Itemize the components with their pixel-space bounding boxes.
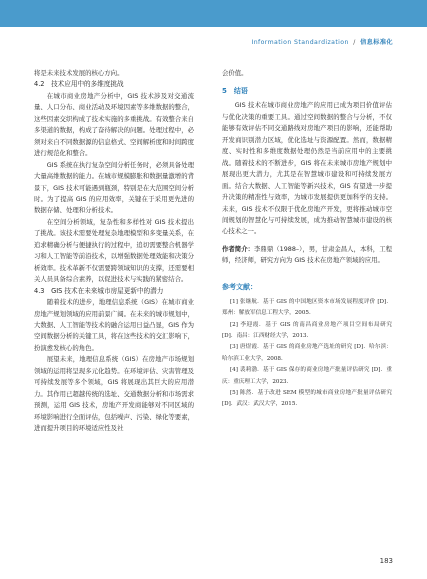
author-bio-text: 李鼎鼎（1988–），男，甘肃金昌人，本科，工程师，经济师，研究方向为 GIS 技术在房地产领域的应用。 bbox=[222, 244, 392, 265]
paragraph: 随着技术的进步，地理信息系统（GIS）在城市商业房地产规划领域的应用前景广阔。在未来的城市规划中，大数据、人工智能等技术的融合运用日益凸显，GIS 作为空间数据分析的关键工具，将在这些技术的交汇影响下，扮演愈发核心的角色。 bbox=[34, 298, 194, 352]
section-heading-4-2: 4.2 技术应用中的多维度挑战 bbox=[34, 80, 124, 89]
header-bar bbox=[0, 0, 427, 27]
reference-item: [4] 裴莉渤．基于 GIS 保存的商业房地产批量评估研究 [D]．重庆：重庆理工大学，2023. bbox=[222, 367, 392, 385]
reference-item: [1] 张继航．基于 GIS 的中国地区资本市场发展程度评价 [D]．郑州：解放军信息工程大学，2005. bbox=[222, 298, 392, 317]
paragraph: GIS 系统在执行复杂空间分析任务时，必须具备处理大量高维数据的能力。在城市规模膨胀和数据量激增的背景下，GIS 技术可能遇到瓶颈，特别是在大范围空间分析时。为了提高 GIS 的应用效率，关键在于采用更先进的数据存储、处理和分析技术。 bbox=[34, 160, 194, 215]
references-heading: 参考文献： bbox=[222, 282, 257, 291]
author-bio bbox=[222, 244, 392, 267]
paragraph: 在空间分析领域，复杂性和多样性对 GIS 技术提出了挑战。该技术需要处理复杂地理模型和多变量关系，在追求精确分析与便捷执行的过程中，追切需要整合机器学习和人工智能等前沿技术，以增强数据处理效能和决策分析效率。技术革新不仅需要跨领域知识的支撑，还需要相关人员具备综合素养，以促进技术与实践的紧密结合。 bbox=[34, 217, 194, 284]
running-header bbox=[251, 37, 393, 46]
header-cn: 信息标准化 bbox=[360, 39, 393, 46]
section-heading-4-3: 4.3 GIS 技术在未来城市房屋更新中的潜力 bbox=[34, 286, 164, 295]
right-column bbox=[222, 68, 392, 411]
header-en: Information Standardization bbox=[251, 39, 349, 46]
section-heading-5: 5 结语 bbox=[222, 87, 248, 96]
paragraph: 展望未来，地理信息系统（GIS）在房地产市场规划领域的运用将呈现多元化趋势。在环境评估、灾害管理及可持续发展等多个领域，GIS 将展现出其巨大的应用潜力。其作用已超越传统的选址、交通数据分析和市场需求预测，运用 GIS 技术，房地产开发商能够对不同区域的环境影响进行全面评估，包括噪声、污染、绿化等要素，进而提升项目的环境适应性及社 bbox=[34, 355, 194, 433]
paragraph: 会价值。 bbox=[222, 69, 248, 77]
author-bio-label: 作者简介： bbox=[222, 244, 255, 253]
page-number: 183 bbox=[379, 557, 393, 565]
reference-item: [3] 唐煜霞．基于 GIS 的商业房地产选址的研究 [D]．哈尔滨：哈尔滨工业大学，2008. bbox=[222, 344, 392, 362]
reference-item: [5] 陈然．基于改进 SEM 模型的城市商业房地产批量评估研究 [D]．武汉：武汉大学，2015. bbox=[222, 390, 392, 408]
reference-item: [2] 李迎霞．基于 GIS 的南昌商业房地产项目空间布局研究 [D]．南昌：江西财经大学，2013. bbox=[222, 321, 392, 340]
header-separator: / bbox=[353, 39, 356, 46]
paragraph: GIS 技术在城市商业房地产的应用已成为项目价值评估与优化决策的重要工具。通过空间数据的整合与分析，不仅能够有效评估不同交通路线对房地产项目的影响，还能帮助开发商识别潜力区域，优化选址与资源配置。然而，数据精度、实时性和多维度数据处理仍然是当前应用中的主要挑战。随着技术的不断进步，GIS 将在未来城市房地产规划中展现出更大潜力，尤其是在智慧城市建设和可持续发展方面。结合大数据、人工智能等新兴技术，GIS 有望进一步提升决策的精准性与效率，为城市发展提供更加科学的支持。未来，GIS 技术不仅限于优化房地产开发，更将推动城市空间规划的智慧化与可持续发展，成为推动智慧城市建设的核心技术之一。 bbox=[222, 101, 392, 236]
paragraph: 在城市商业房地产分析中，GIS 技术涉及对交通流量、人口分布、商业活动及环境因素等多维数据的整合，这些因素交织构成了技术实施的多重挑战。有效整合来自多渠道的数据，构成了奋待解决的问题。处理过程中，必须对来自不同数据源的信息格式、空间解析度和时间跨度进行规范化和整合。 bbox=[34, 91, 194, 158]
left-column bbox=[34, 68, 194, 435]
paragraph: 将是未来技术发展的核心方向。 bbox=[34, 69, 124, 77]
